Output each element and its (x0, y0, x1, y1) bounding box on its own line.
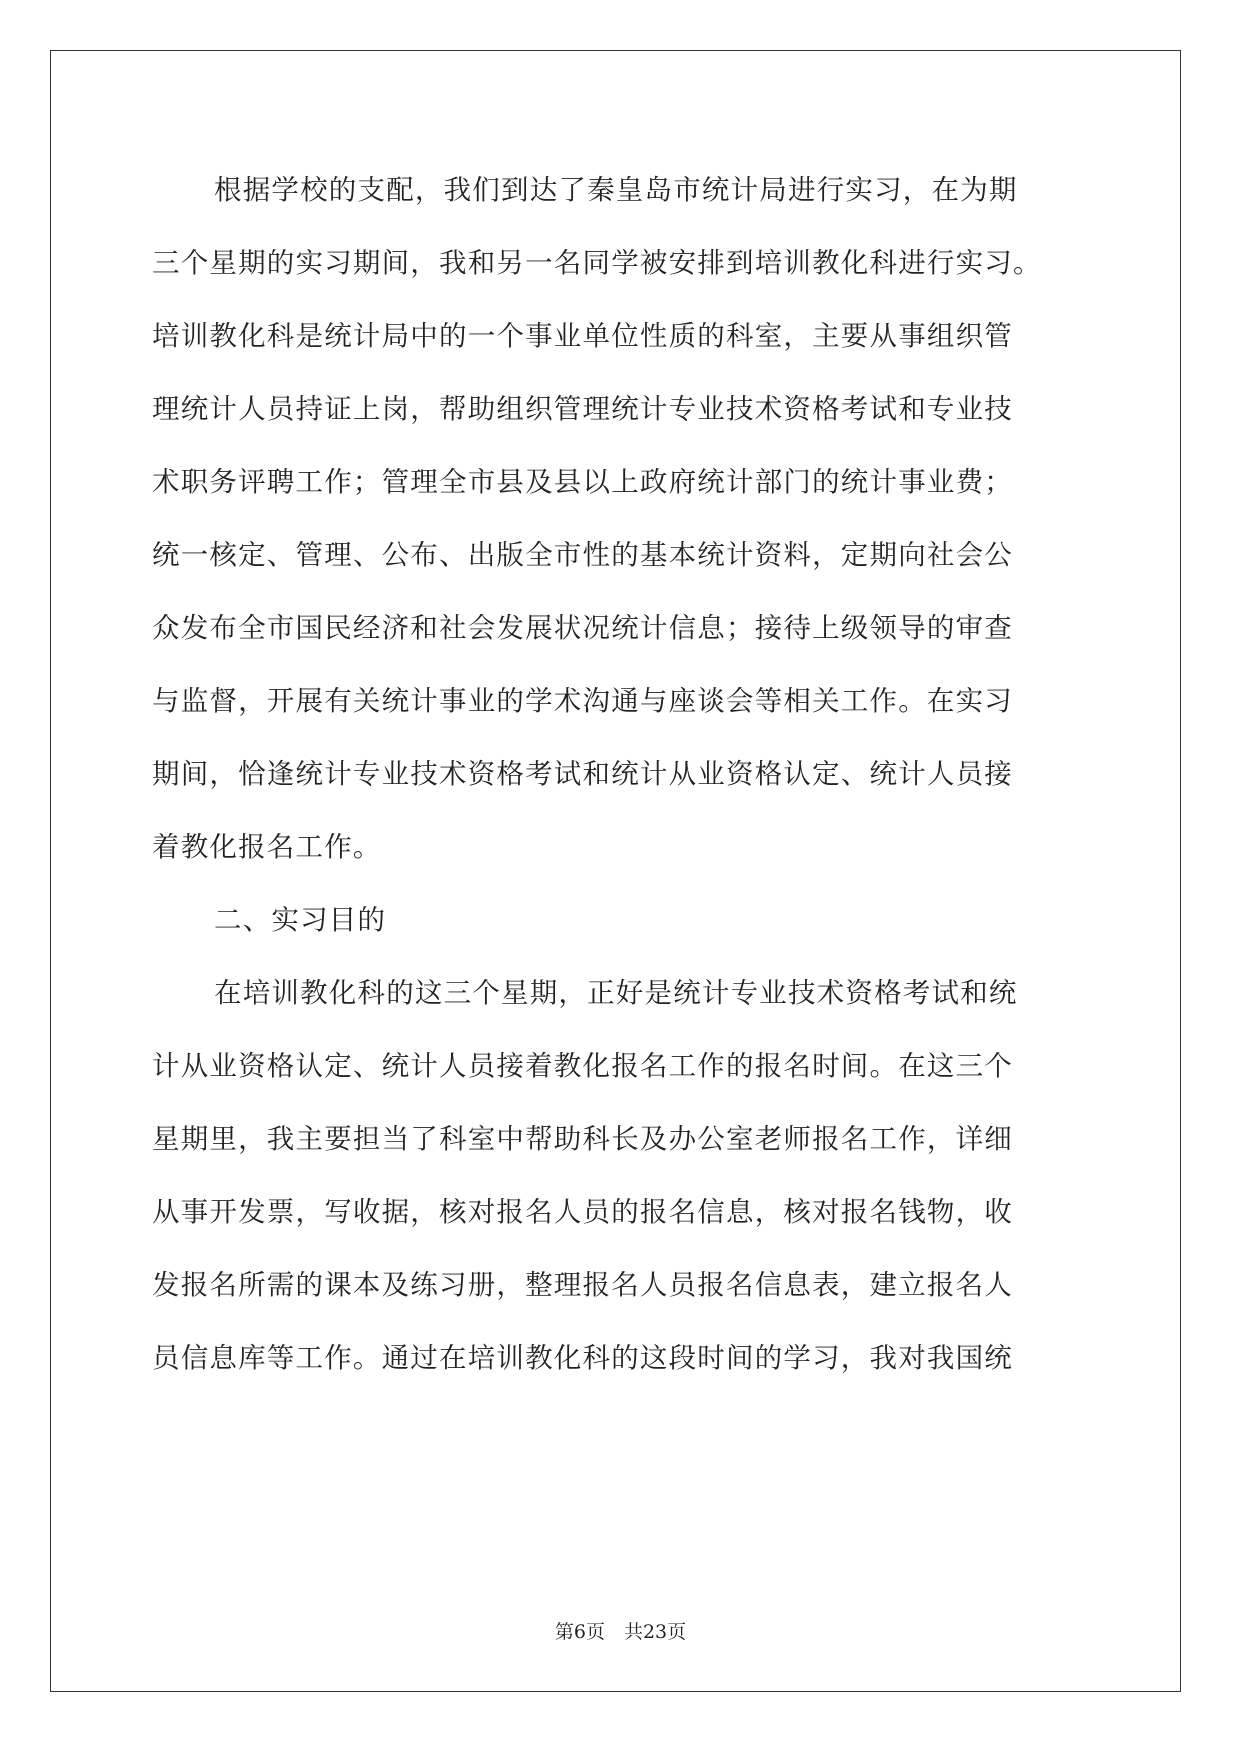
paragraph-line: 根据学校的支配，我们到达了秦皇岛市统计局进行实习，在为期 (214, 174, 1018, 206)
page-number-footer: 第6页 共23页 (554, 1621, 687, 1643)
page-border (50, 50, 1181, 1692)
paragraph-line: 与监督，开展有关统计事业的学术沟通与座谈会等相关工作。在实习 (152, 685, 1013, 717)
paragraph-line: 统一核定、管理、公布、出版全市性的基本统计资料，定期向社会公 (152, 539, 1013, 571)
paragraph-line: 着教化报名工作。 (152, 831, 382, 863)
paragraph-line: 在培训教化科的这三个星期，正好是统计专业技术资格考试和统 (214, 977, 1018, 1009)
paragraph-line: 计从业资格认定、统计人员接着教化报名工作的报名时间。在这三个 (152, 1050, 1013, 1082)
paragraph-line: 发报名所需的课本及练习册，整理报名人员报名信息表，建立报名人 (152, 1269, 1013, 1301)
paragraph-line: 术职务评聘工作；管理全市县及县以上政府统计部门的统计事业费； (152, 466, 1013, 498)
paragraph-line: 期间，恰逢统计专业技术资格考试和统计从业资格认定、统计人员接 (152, 758, 1013, 790)
paragraph-line: 员信息库等工作。通过在培训教化科的这段时间的学习，我对我国统 (152, 1342, 1013, 1374)
paragraph-line: 众发布全市国民经济和社会发展状况统计信息；接待上级领导的审查 (152, 612, 1013, 644)
paragraph-line: 理统计人员持证上岗，帮助组织管理统计专业技术资格考试和专业技 (152, 393, 1013, 425)
paragraph-line: 三个星期的实习期间，我和另一名同学被安排到培训教化科进行实习。 (152, 247, 1042, 279)
paragraph-line: 星期里，我主要担当了科室中帮助科长及办公室老师报名工作，详细 (152, 1123, 1013, 1155)
section-heading: 二、实习目的 (214, 904, 387, 936)
paragraph-line: 从事开发票，写收据，核对报名人员的报名信息，核对报名钱物，收 (152, 1196, 1013, 1228)
paragraph-line: 培训教化科是统计局中的一个事业单位性质的科室，主要从事组织管 (152, 320, 1013, 352)
